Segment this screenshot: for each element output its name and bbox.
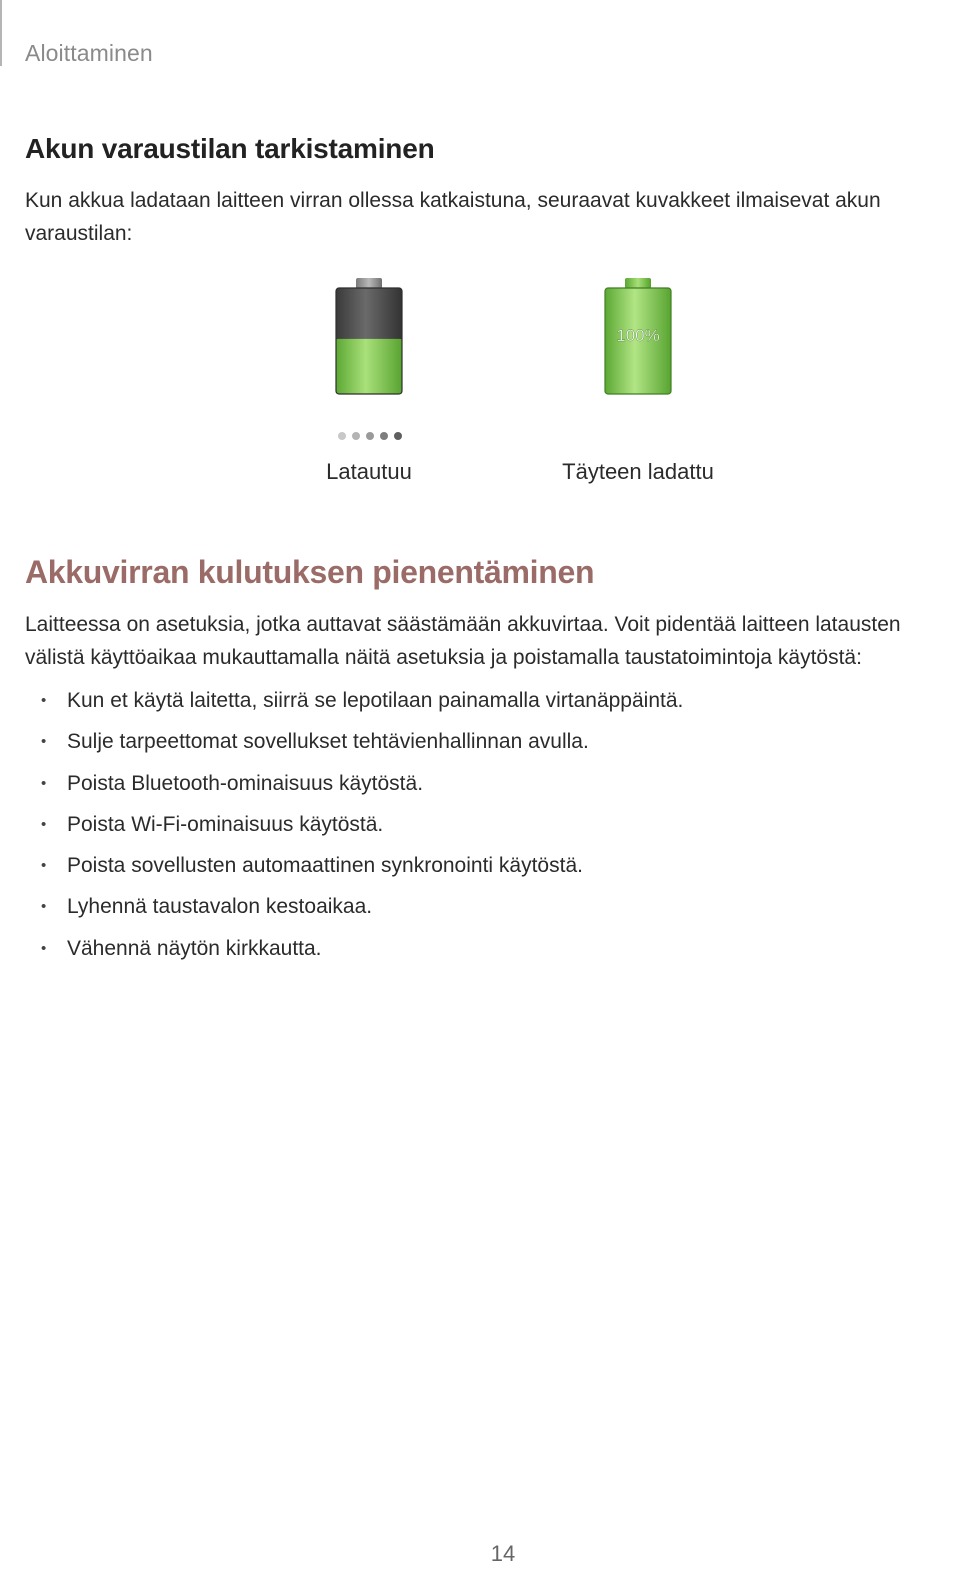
list-item-text: Sulje tarpeettomat sovellukset tehtävienhallinnan avulla.	[67, 730, 589, 754]
power-saving-tips-list	[25, 684, 925, 973]
list-item-text: Poista Wi-Fi-ominaisuus käytöstä.	[67, 812, 384, 836]
progress-dot	[338, 432, 346, 440]
list-item	[25, 725, 925, 766]
list-item-text: Vähennä näytön kirkkautta.	[67, 936, 322, 960]
battery-status-intro: Kun akkua ladataan laitteen virran ollessa katkaistuna, seuraavat kuvakkeet ilmaisevat akun varaustilan:	[25, 189, 881, 245]
bullet-icon: •	[41, 939, 47, 957]
progress-dot	[352, 432, 360, 440]
bullet-icon: •	[41, 815, 47, 833]
running-header: Aloittaminen	[25, 40, 153, 66]
list-item-text: Lyhennä taustavalon kestoaikaa.	[67, 895, 373, 919]
list-item-text: Poista sovellusten automaattinen synkronointi käytöstä.	[67, 854, 583, 878]
power-saving-intro: Laitteessa on asetuksia, jotka auttavat säästämään akkuvirtaa. Voit pidentää laitteen latausten välistä käyttöaikaa mukauttamalla näitä asetuksia ja poistamalla taustatoimintoja käytöstä:	[25, 613, 901, 669]
battery-full-badge: 100%	[616, 326, 660, 345]
list-item	[25, 767, 925, 808]
bullet-icon: •	[41, 774, 47, 792]
bullet-icon: •	[41, 733, 47, 751]
progress-dot	[394, 432, 402, 440]
battery-charging-icon	[335, 277, 403, 395]
list-item-text: Kun et käytä laitetta, siirrä se lepotilaan painamalla virtanäppäintä.	[67, 689, 684, 712]
progress-dot	[366, 432, 374, 440]
list-item-text: Poista Bluetooth-ominaisuus käytöstä.	[67, 771, 424, 795]
page-margin-rule	[0, 0, 2, 66]
page-number: 14	[490, 1541, 516, 1566]
list-item	[25, 684, 925, 725]
section-title-power-saving: Akkuvirran kulutuksen pienentäminen	[25, 554, 595, 590]
charging-progress-dots	[338, 432, 402, 440]
progress-dot	[380, 432, 388, 440]
battery-full-icon	[604, 277, 672, 395]
bullet-icon: •	[41, 857, 47, 875]
list-item	[25, 890, 925, 931]
list-item	[25, 849, 925, 890]
list-item	[25, 808, 925, 849]
bullet-icon: •	[41, 692, 47, 709]
list-item	[25, 932, 925, 973]
section-title-battery-status: Akun varaustilan tarkistaminen	[25, 133, 435, 164]
bullet-icon: •	[41, 898, 47, 916]
battery-charging-label: Latautuu	[326, 459, 412, 484]
battery-full-label: Täyteen ladattu	[562, 459, 714, 484]
